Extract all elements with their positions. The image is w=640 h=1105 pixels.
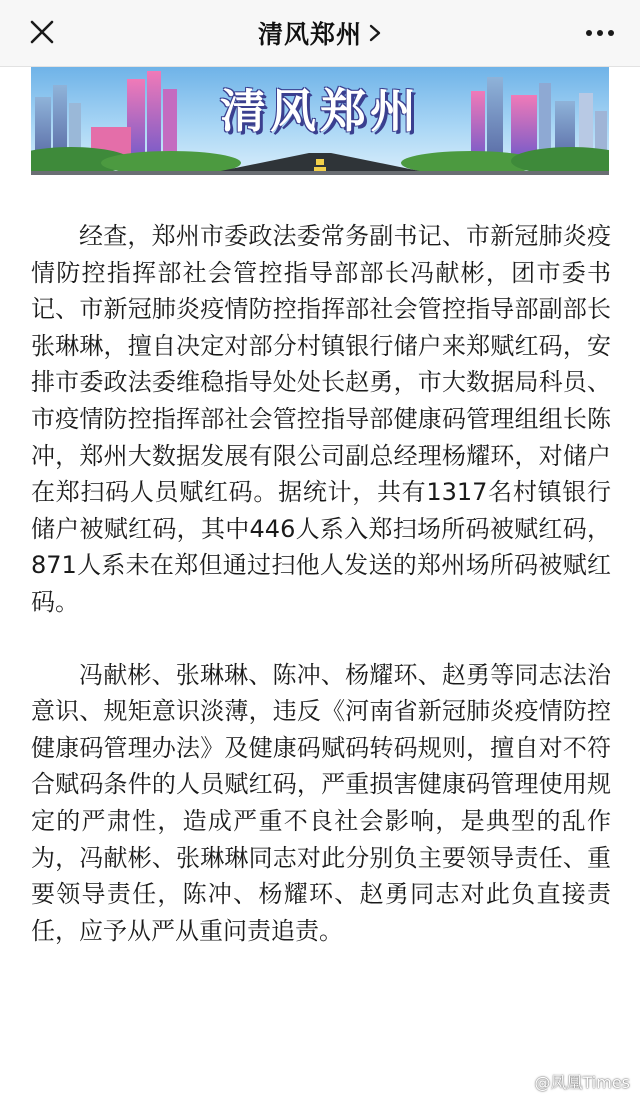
- close-button[interactable]: [24, 14, 60, 50]
- source-watermark: [513, 1070, 631, 1093]
- article-paragraph: 冯献彬、张琳琳、陈冲、杨耀环、赵勇等同志法治意识、规矩意识淡薄，违反《河南省新冠肺炎疫情防控健康码管理办法》及健康码赋码转码规则，擅自对不符合赋码条件的人员赋红码，严重损害健康码管理使用规定的严肃性，造成严重不良社会影响，是典型的乱作为，冯献彬、张琳琳同志对此分别负主要领导责任、重要领导责任，陈冲、杨耀环、赵勇同志对此负直接责任，应予从严从重问责追责。: [31, 660, 611, 945]
- top-navigation-bar: [0, 0, 640, 67]
- banner-title: 清风郑州: [220, 84, 420, 138]
- watermark-text: @凤凰Times: [534, 1073, 630, 1092]
- more-options-button[interactable]: [584, 21, 616, 45]
- camera-icon: [513, 1073, 531, 1091]
- article-paragraph: 经查，郑州市委政法委常务副书记、市新冠肺炎疫情防控指挥部社会管控指导部部长冯献彬，团市委书记、市新冠肺炎疫情防控指挥部社会管控指导部副部长张琳琳，擅自决定对部分村镇银行储户来郑赋红码，安排市委政法委维稳指导处处长赵勇，市大数据局科员、市疫情防控指挥部社会管控指导部健康码管理组组长陈冲，郑州大数据发展有限公司副总经理杨耀环，对储户在郑扫码人员赋红码。据统计，共有1317名村镇银行储户被赋红码，其中446人系入郑扫场所码被赋红码，871人系未在郑但通过扫他人发送的郑州场所码被赋红码。: [31, 222, 611, 616]
- chevron-right-icon: [368, 23, 382, 43]
- page-title: 清风郑州: [257, 20, 362, 49]
- more-icon: [584, 21, 616, 45]
- article-body: [31, 218, 611, 949]
- account-title-button[interactable]: [258, 15, 382, 51]
- close-icon: [24, 14, 60, 50]
- header-banner: [31, 67, 609, 175]
